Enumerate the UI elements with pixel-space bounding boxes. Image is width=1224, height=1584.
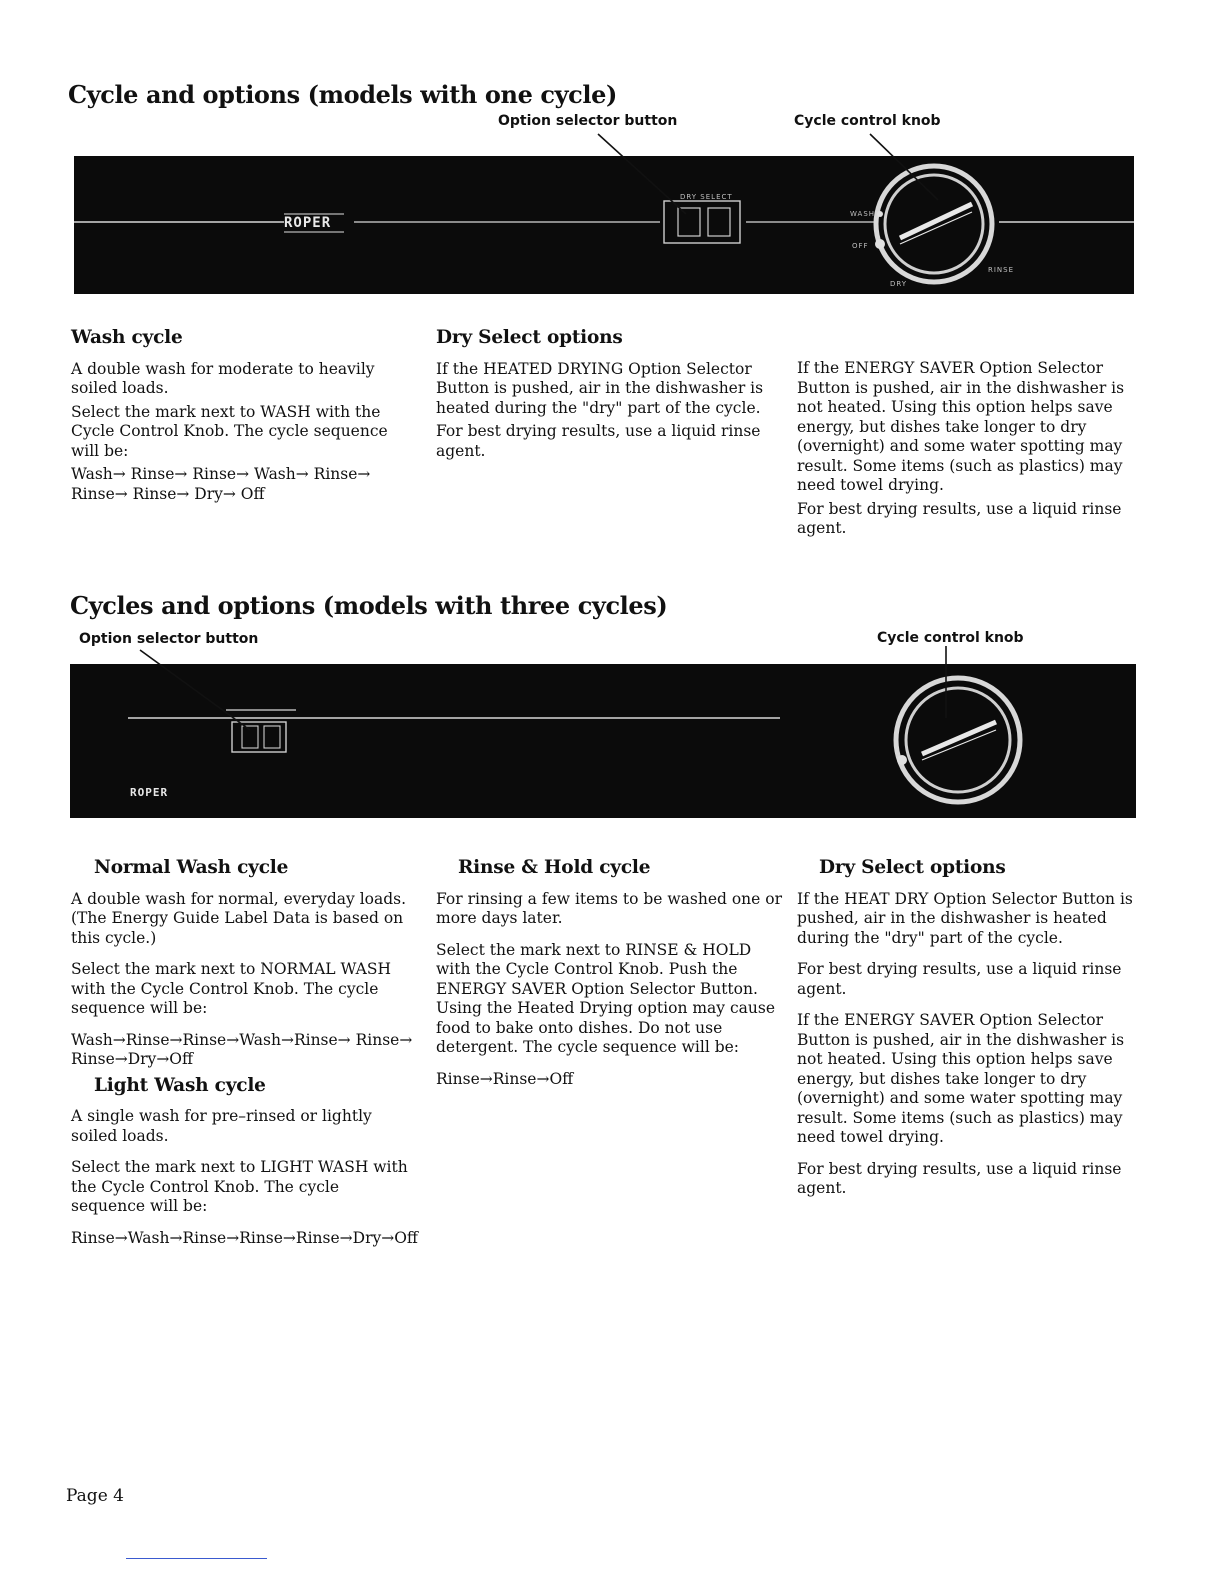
knob-label-rinse: RINSE: [988, 266, 1015, 274]
light-wash-p1: A single wash for pre–rinsed or lightly soiled loads.: [71, 1107, 372, 1145]
wash-cycle-column: [71, 328, 411, 508]
section1-title: Cycle and options (models with one cycle): [68, 80, 617, 109]
dry-select-p2: For best drying results, use a liquid rinse agent.: [436, 422, 761, 460]
roper-logo-2: ROPER: [130, 786, 169, 799]
cycle-knob-callout: Cycle control knob: [794, 113, 941, 129]
dry-select2-p1: If the HEAT DRY Option Selector Button is pushed, air in the dishwasher is heated during the "dry" part of the cycle.: [797, 889, 1133, 947]
rinse-hold-column: [436, 858, 782, 1093]
knob-label-off: OFF: [852, 242, 869, 250]
knob-label-wash: WASH: [850, 210, 876, 218]
dry-select-heading-2: Dry Select options: [819, 857, 1006, 878]
light-wash-heading: Light Wash cycle: [94, 1074, 266, 1096]
light-wash-sequence: Rinse→Wash→Rinse→Rinse→Rinse→Dry→Off: [71, 1228, 418, 1247]
rinse-hold-p2: Select the mark next to RINSE & HOLD with the Cycle Control Knob. Push the ENERGY SAVER Option Selector Button. Using the Heated Drying option may cause food to bake onto dishes. Do not use detergent. The cycle sequence will be:: [436, 940, 776, 1056]
button-label-dry-select: DRY SELECT: [680, 193, 733, 201]
dry-select-heading: Dry Select options: [436, 327, 623, 348]
dry-select-column-2: [797, 858, 1141, 1203]
dry-select-p1: If the HEATED DRYING Option Selector Button is pushed, air in the dishwasher is heated during the "dry" part of the cycle.: [436, 359, 764, 417]
wash-cycle-sequence: Wash→ Rinse→ Rinse→ Wash→ Rinse→ Rinse→ Rinse→ Dry→ Off: [71, 465, 371, 503]
energy-saver-p2: For best drying results, use a liquid rinse agent.: [797, 499, 1122, 537]
knob-label-dry: DRY: [890, 280, 908, 288]
wash-cycle-p2: Select the mark next to WASH with the Cycle Control Knob. The cycle sequence will be:: [71, 402, 388, 460]
roper-logo: ROPER: [284, 215, 332, 231]
option-selector-callout: Option selector button: [498, 113, 678, 129]
cycle-knob-callout-2: Cycle control knob: [877, 630, 1024, 646]
dry-select2-p2: For best drying results, use a liquid rinse agent.: [797, 960, 1122, 998]
dry-select2-p4: For best drying results, use a liquid rinse agent.: [797, 1159, 1122, 1197]
energy-saver-p1: If the ENERGY SAVER Option Selector Button is pushed, air in the dishwasher is not heated. Using this option helps save energy, but dishes take longer to dry (overnight) and some water spotting may result. Some items (such as plastics) may need towel drying.: [797, 359, 1125, 494]
normal-wash-sequence: Wash→Rinse→Rinse→Wash→Rinse→ Rinse→ Rinse→Dry→Off: [71, 1030, 413, 1068]
option-selector-callout-2: Option selector button: [79, 631, 259, 647]
callout-leaders-2: [0, 600, 1224, 740]
normal-wash-p1: A double wash for normal, everyday loads. (The Energy Guide Label Data is based on this cycle.): [71, 889, 407, 947]
rinse-hold-sequence: Rinse→Rinse→Off: [436, 1069, 574, 1088]
section2-title: Cycles and options (models with three cycles): [70, 591, 668, 620]
wash-cycle-p1: A double wash for moderate to heavily soiled loads.: [71, 359, 375, 397]
wash-cycle-heading: Wash cycle: [71, 327, 183, 348]
rinse-hold-heading: Rinse & Hold cycle: [458, 857, 651, 878]
light-wash-p2: Select the mark next to LIGHT WASH with the Cycle Control Knob. The cycle sequence will be:: [71, 1158, 408, 1215]
normal-wash-heading: Normal Wash cycle: [94, 857, 289, 878]
normal-wash-p2: Select the mark next to NORMAL WASH with the Cycle Control Knob. The cycle sequence will be:: [71, 960, 391, 1017]
energy-saver-column: [797, 359, 1137, 543]
dry-select2-p3: If the ENERGY SAVER Option Selector Button is pushed, air in the dishwasher is not heated. Using this option helps save energy, but dishes take longer to dry (overnight) and some water spotting may result. Some items (such as plastics) may need towel drying.: [797, 1011, 1125, 1146]
page-number: Page 4: [66, 1486, 124, 1506]
rinse-hold-p1: For rinsing a few items to be washed one or more days later.: [436, 889, 783, 927]
bottom-rule: [126, 1558, 267, 1559]
dry-select-column: [436, 328, 776, 465]
normal-wash-column: [71, 857, 418, 1252]
